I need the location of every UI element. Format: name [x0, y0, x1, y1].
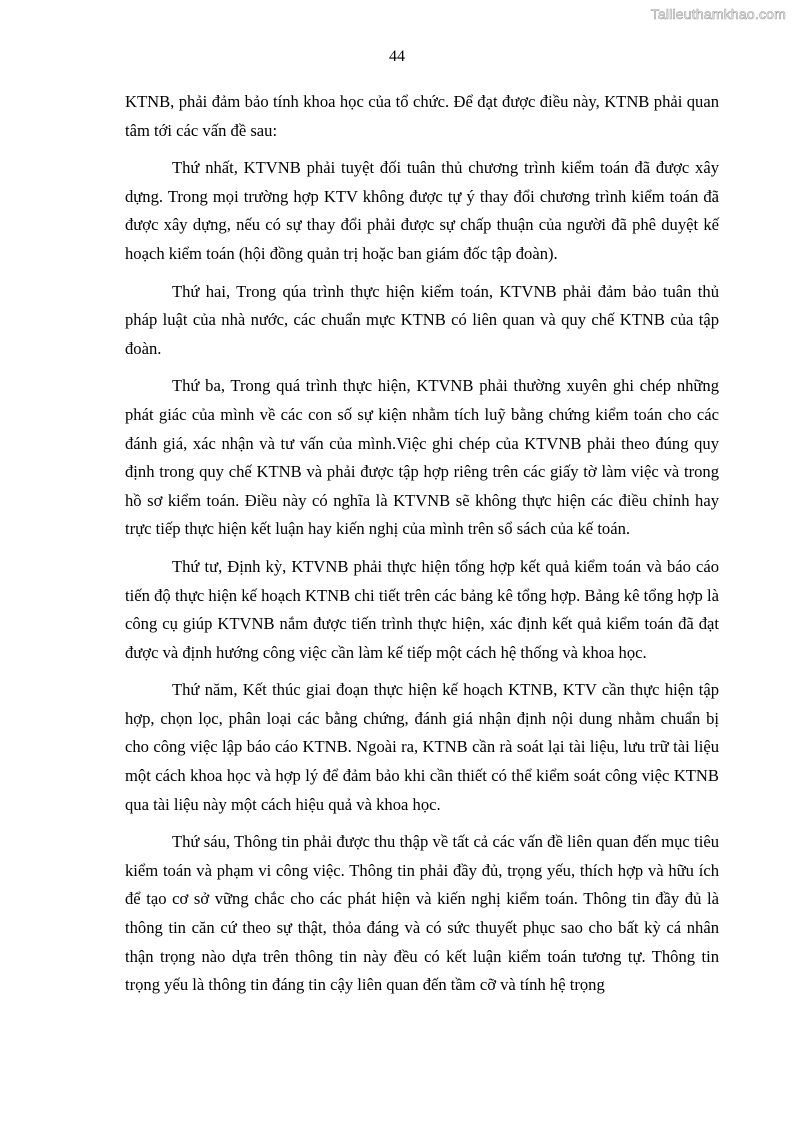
paragraph-first-point: Thứ nhất, KTVNB phải tuyệt đối tuân thủ chương trình kiểm toán đã được xây dựng. Trong mọi trường hợp KTV không được tự ý thay đổi chương trình kiểm toán đã được xây dựng, nếu có sự thay đổi phải được sự chấp thuận của người đã phê duyệt kế hoạch kiểm toán (hội đồng quản trị hoặc ban giám đốc tập đoàn). — [125, 158, 719, 263]
paragraph-third-point: Thứ ba, Trong quá trình thực hiện, KTVNB phải thường xuyên ghi chép những phát giác của mình về các con số sự kiện nhằm tích luỹ bằng chứng kiểm toán cho các đánh giá, xác nhận và tư vấn của mình.Việc ghi chép của KTVNB phải theo đúng quy định trong quy chế KTNB và phải được tập hợp riêng trên các giấy tờ làm việc và trong hồ sơ kiểm toán. Điều này có nghĩa là KTVNB sẽ không thực hiện các điều chỉnh hay trực tiếp thực hiện kết luận hay kiến nghị của mình trên sổ sách của kế toán. — [125, 376, 719, 539]
paragraph-continuation: KTNB, phải đảm bảo tính khoa học của tổ chức. Để đạt được điều này, KTNB phải quan tâm tới các vấn đề sau: — [125, 92, 719, 140]
paragraph-fourth-point: Thứ tư, Định kỳ, KTVNB phải thực hiện tổng hợp kết quả kiểm toán và báo cáo tiến độ thực hiện kế hoạch KTNB chi tiết trên các bảng kê tổng hợp. Bảng kê tổng hợp là công cụ giúp KTVNB nắm được tiến trình thực hiện, xác định kết quả kiểm toán đã đạt được và định hướng công việc cần làm kế tiếp một cách hệ thống và khoa học. — [125, 556, 719, 662]
paragraph-fifth-point: Thứ năm, Kết thúc giai đoạn thực hiện kế hoạch KTNB, KTV cần thực hiện tập hợp, chọn lọc, phân loại các bằng chứng, đánh giá nhận định nội dung nhằm chuẩn bị cho công việc lập báo cáo KTNB. Ngoài ra, KTNB cần rà soát lại tài liệu, lưu trữ tài liệu một cách khoa học và hợp lý để đảm bảo khi cần thiết có thể kiểm soát công việc KTNB qua tài liệu này một cách hiệu quả và khoa học. — [125, 680, 719, 814]
document-body — [125, 88, 719, 1009]
paragraph-second-point: Thứ hai, Trong qúa trình thực hiện kiểm toán, KTVNB phải đảm bảo tuân thủ pháp luật của nhà nước, các chuẩn mực KTNB có liên quan và quy chế KTNB của tập đoàn. — [125, 281, 719, 358]
paragraph-sixth-point: Thứ sáu, Thông tin phải được thu thập về tất cả các vấn đề liên quan đến mục tiêu kiểm toán và phạm vi công việc. Thông tin phải đầy đủ, trọng yếu, thích hợp và hữu ích để tạo cơ sở vững chắc cho các phát hiện và kiến nghị kiểm toán. Thông tin đầy đủ là thông tin căn cứ theo sự thật, thỏa đáng và có sức thuyết phục sao cho bất kỳ cá nhân thận trọng nào dựa trên thông tin này đều có kết luận kiểm toán tương tự. Thông tin trọng yếu là thông tin đáng tin cậy liên quan đến tầm cỡ và tính hệ trọng — [125, 832, 719, 995]
watermark: Tailieuthamkhao.com — [650, 6, 786, 22]
page-number: 44 — [389, 48, 405, 65]
